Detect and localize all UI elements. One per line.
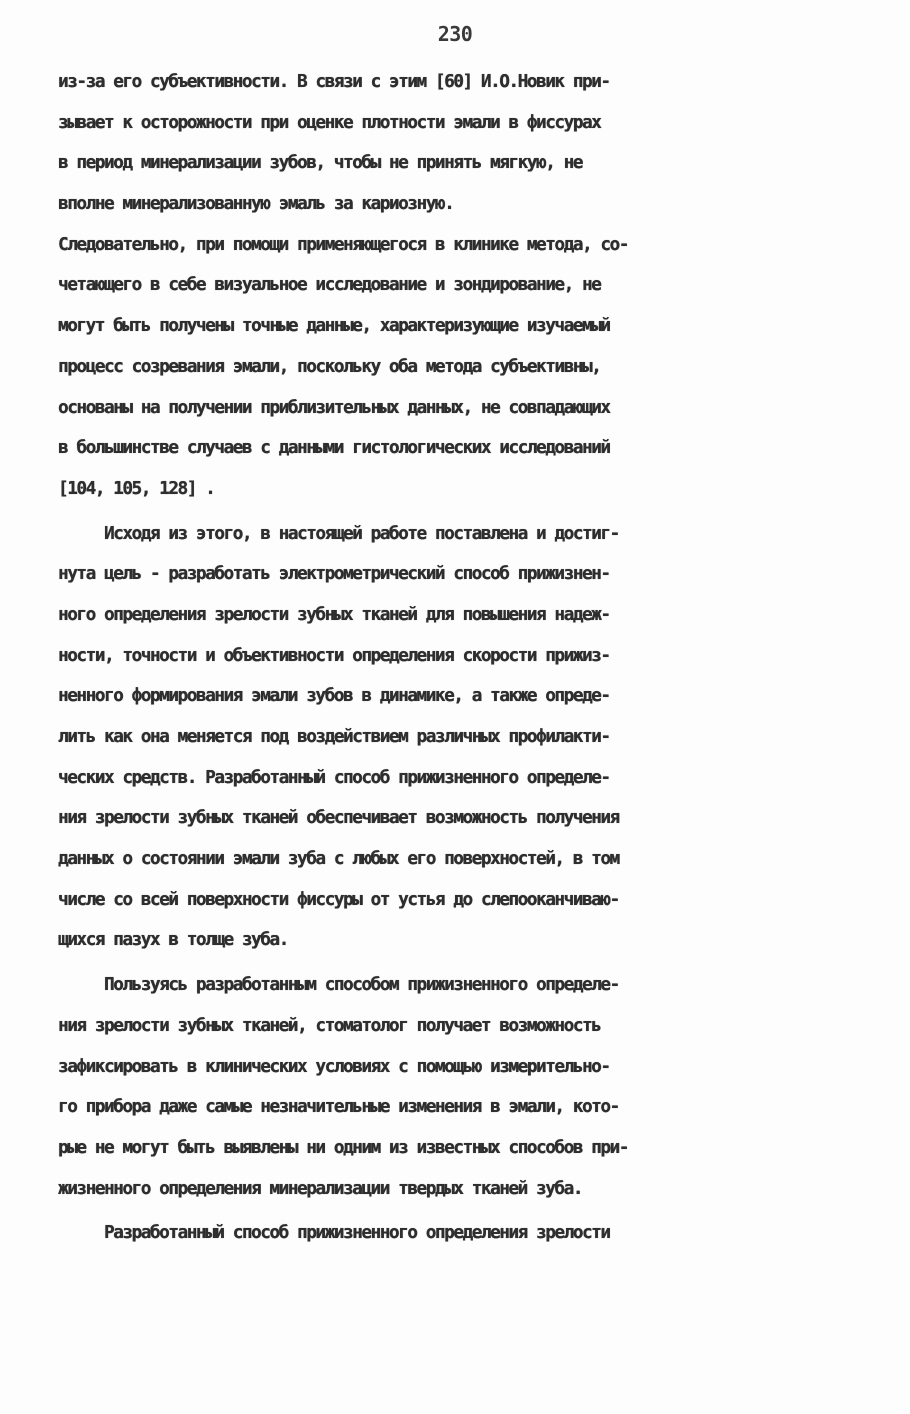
text-line: в большинстве случаев с данными гистологических исследований <box>58 438 610 459</box>
text-line: вполне минерализованную эмаль за кариозную. <box>58 194 454 215</box>
text-line: рые не могут быть выявлены ни одним из известных способов при- <box>58 1137 628 1158</box>
text-line: Разработанный способ прижизненного определения зрелости <box>58 1223 610 1244</box>
text-line: ненного формирования эмали зубов в динамике, а также опреде- <box>58 686 610 707</box>
text-line: процесс созревания эмали, поскольку оба метода субъективны, <box>58 356 601 377</box>
text-line: ческих средств. Разработанный способ прижизненного определе- <box>58 767 610 788</box>
page-number: 230 <box>437 22 473 46</box>
text-line: числе со всей поверхности фиссуры от устья до слепооканчиваю- <box>58 889 619 910</box>
text-line: ния зрелости зубных тканей обеспечивает возможность получения <box>58 808 619 829</box>
text-line: нута цель - разработать электрометрический способ прижизнен- <box>58 564 610 585</box>
text-line: данных о состоянии эмали зуба с любых его поверхностей, в том <box>58 849 619 870</box>
text-line: го прибора даже самые незначительные изменения в эмали, кото- <box>58 1097 619 1118</box>
text-line: четающего в себе визуальное исследование и зондирование, не <box>58 275 601 296</box>
text-line: ния зрелости зубных тканей, стоматолог получает возможность <box>58 1015 601 1036</box>
text-line: зывает к осторожности при оценке плотности эмали в фиссурах <box>58 112 601 133</box>
body-text <box>58 62 858 1254</box>
text-line: Исходя из этого, в настоящей работе поставлена и достиг- <box>58 523 619 544</box>
text-line: могут быть получены точные данные, характеризующие изучаемый <box>58 316 610 337</box>
text-line: ного определения зрелости зубных тканей для повышения надеж- <box>58 604 610 625</box>
text-line: основаны на получении приблизительных данных, не совпадающих <box>58 397 610 418</box>
text-line: из-за его субъективности. В связи с этим [60] И.О.Новик при- <box>58 72 610 92</box>
text-line: щихся пазух в толще зуба. <box>58 930 288 951</box>
text-line: жизненного определения минерализации твердых тканей зуба. <box>58 1178 582 1199</box>
text-line: ности, точности и объективности определения скорости прижиз- <box>58 645 610 666</box>
citation-line: [104, 105, 128] . <box>58 478 215 499</box>
text-line: лить как она меняется под воздействием различных профилакти- <box>58 727 610 747</box>
text-line: Следовательно, при помощи применяющегося в клинике метода, со- <box>58 234 628 255</box>
text-line: Пользуясь разработанным способом прижизненного определе- <box>58 975 619 996</box>
text-line: в период минерализации зубов, чтобы не принять мягкую, не <box>58 153 582 174</box>
text-line: зафиксировать в клинических условиях с помощью измерительно- <box>58 1056 610 1077</box>
